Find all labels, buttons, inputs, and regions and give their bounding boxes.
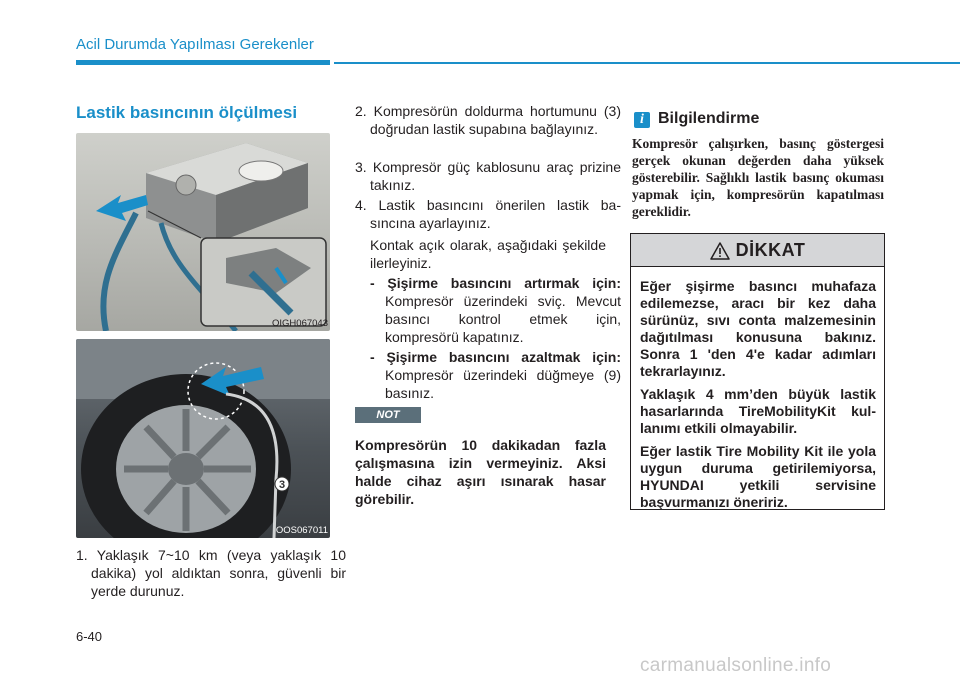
info-icon: i (634, 112, 650, 128)
section-title: Lastik basıncının ölçülmesi (76, 103, 298, 122)
info-title: Bilgilendirme (658, 110, 760, 127)
figure-code: OIGH067043 (272, 318, 328, 329)
figure-code: OOS067011 (275, 525, 328, 536)
note-text: Kompresörün 10 dakikadan fazla çalışmasına izin vermeyiniz. Aksi halde cihaz aşırı ısınarak hasar görebilir. (355, 437, 606, 507)
caution-box (630, 233, 885, 510)
warning-triangle-icon (710, 242, 730, 260)
step-3: 3. Kompresör güç kablosunu araç prizine takınız. (355, 159, 621, 193)
step-1: 1. Yaklaşık 7~10 km (veya yaklaşık 10 dakika) yol aldıktan sonra, güvenli bir yerde durunuz. (76, 547, 346, 599)
header-rule-thick (76, 60, 330, 65)
caution-paragraph-1: Eğer şişirme basıncı muhafaza edilemezse, aracı bir kez daha sürünüz, sıvı conta malzemesinin dağıtılması konusuna bakınız. Sonra 1 'den 4'e kadar adımları tekrarlayınız. (640, 278, 876, 379)
caution-body (640, 278, 876, 517)
caution-header (631, 234, 884, 267)
figure-callout-3: 3 (278, 479, 286, 491)
caution-paragraph-3: Eğer lastik Tire Mobility Kit ile yola uygun duruma getirilemiyorsa, HYUNDAI yetkili servisine başvurmanızı öneririz. (640, 443, 876, 510)
substep-increase (370, 274, 621, 346)
header-rule-thin (334, 62, 960, 64)
substep-decrease-text: Kompresör üzerindeki düğmeye (9) basınız. (385, 367, 621, 401)
caution-paragraph-2: Yaklaşık 4 mm’den büyük lastik hasarlarında TireMobilityKit kullanımı etkili olmayabilir. (640, 386, 876, 436)
step-4-note: Kontak açık olarak, aşağıdaki şekilde ilerleyiniz. (370, 237, 606, 271)
tire-illustration (76, 339, 330, 538)
step-4: 4. Lastik basıncını önerilen lastik basıncına ayarlayınız. (355, 197, 621, 231)
step-2: 2. Kompresörün doldurma hortumunu (3) doğrudan lastik supabına bağlayınız. (355, 103, 621, 137)
caution-label: DİKKAT (735, 240, 806, 260)
substep-decrease (370, 348, 621, 402)
compressor-figure (76, 133, 330, 331)
note-badge: NOT (355, 407, 421, 423)
tire-figure (76, 339, 330, 538)
page-number: 6-40 (76, 629, 103, 644)
substep-decrease-label: - Şişirme basıncını azaltmak için: (370, 349, 621, 365)
info-text: Kompresör çalışırken, basınç göstergesi gerçek okunan değerden daha yüksek gösterebilir. Sağlıklı lastik basınç okuması yapmak için, kompresörün kapatılması gereklidir. (632, 136, 884, 219)
chapter-title: Acil Durumda Yapılması Gerekenler (76, 36, 314, 53)
watermark: carmanualsonline.info (640, 655, 832, 676)
compressor-illustration (76, 133, 330, 331)
substep-increase-label: - Şişirme basıncını artırmak için: (370, 275, 621, 291)
substep-increase-text: Kompresör üzerindeki sviç. Mevcut basıncı kontrol etmek için, kompresörü kapatınız. (385, 293, 621, 345)
